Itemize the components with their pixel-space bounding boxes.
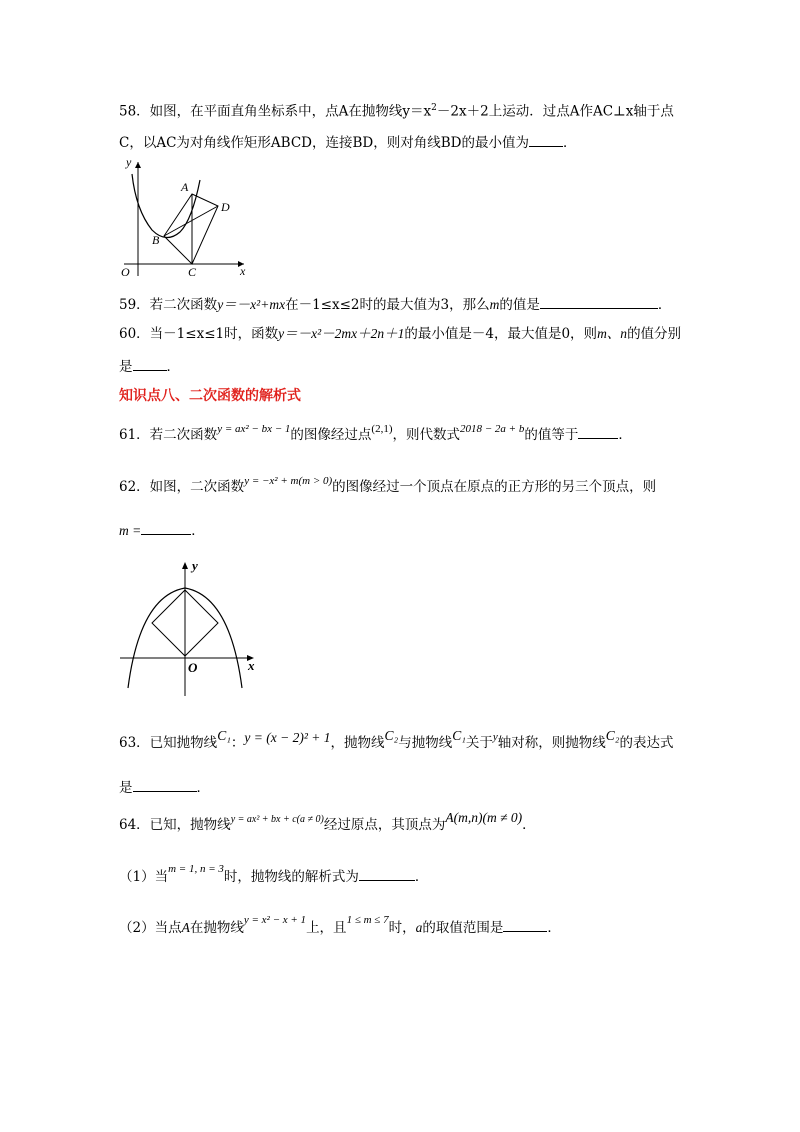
q64-part2: （2）当点A在抛物线$^{y = x^2 - x + 1}$上，且$^{1 \le m \le 7}$时，a的取值范围是 ． — [119, 914, 561, 936]
q62-line1: 62．如图，二次函数$^{y = -x^2 + m(m > 0)}$的图像经过一个顶点在原点的正方形的另三个顶点，则 — [119, 475, 657, 495]
q64-intro: 64．已知，抛物线$^{y = ax^2 + bx + c(a \ne 0)}$经过原点，其顶点为A(m,n)(m ≠ 0)． — [119, 810, 536, 833]
answer-blank[interactable] — [133, 777, 197, 792]
q58-label-A: A — [181, 180, 189, 194]
q62-axis-x: x — [248, 658, 255, 673]
q60-line1: 60．当－1≤x≤1时，函数y＝－x²－2mx＋2n＋1的最小值是－4，最大值是0，则m、n的值分别 — [119, 326, 682, 342]
q62-line2: m = ． — [119, 520, 205, 541]
answer-blank[interactable] — [578, 424, 618, 439]
q58-label-B: B — [152, 233, 160, 247]
section-heading: 知识点八、二次函数的解析式 — [119, 388, 301, 404]
q64-part1: （1）当$^{m = 1, n = 3}$时，抛物线的解析式为 ． — [119, 863, 429, 885]
q63-line2: 是 ． — [119, 777, 210, 798]
q58-figure — [116, 152, 256, 277]
q58-axis-x: x — [240, 264, 246, 277]
q62-origin: O — [188, 660, 198, 675]
q63-line1: 63．已知抛物线C₁：y = (x − 2)² + 1，抛物线C₂与抛物线C₁关于$^y$轴对称，则抛物线C₂的表达式 — [119, 728, 674, 751]
q61: 61．若二次函数$^{y = ax^2 - bx - 1}$的图像经过点$^{(2,1)}$，则代数式$^{2018 - 2a + b}$的值等于 ． — [119, 423, 632, 443]
q58-label-C: C — [188, 265, 197, 277]
answer-blank[interactable] — [141, 520, 191, 535]
answer-blank[interactable] — [529, 132, 563, 147]
q62-axis-y: y — [192, 558, 198, 573]
q59: 59．若二次函数y＝－x²+mx在－1≤x≤2时的最大值为3，那么m的值是 ． — [119, 294, 671, 315]
q58-axis-y: y — [126, 155, 132, 169]
q62-figure — [116, 556, 266, 701]
q58-label-D: D — [221, 200, 230, 214]
q58-line1: 58．如图，在平面直角坐标系中，点A在抛物线$y=x^2-2x+2$上运动．过点A作AC⊥x轴于点 — [119, 103, 674, 120]
answer-blank[interactable] — [359, 866, 415, 881]
answer-blank[interactable] — [540, 294, 658, 309]
answer-blank[interactable] — [133, 356, 167, 371]
answer-blank[interactable] — [503, 917, 547, 932]
q58-line2: C，以AC为对角线作矩形ABCD，连接BD，则对角线BD的最小值为 ． — [119, 132, 576, 153]
q60-line2: 是 ． — [119, 356, 180, 377]
q58-origin: O — [121, 265, 130, 277]
